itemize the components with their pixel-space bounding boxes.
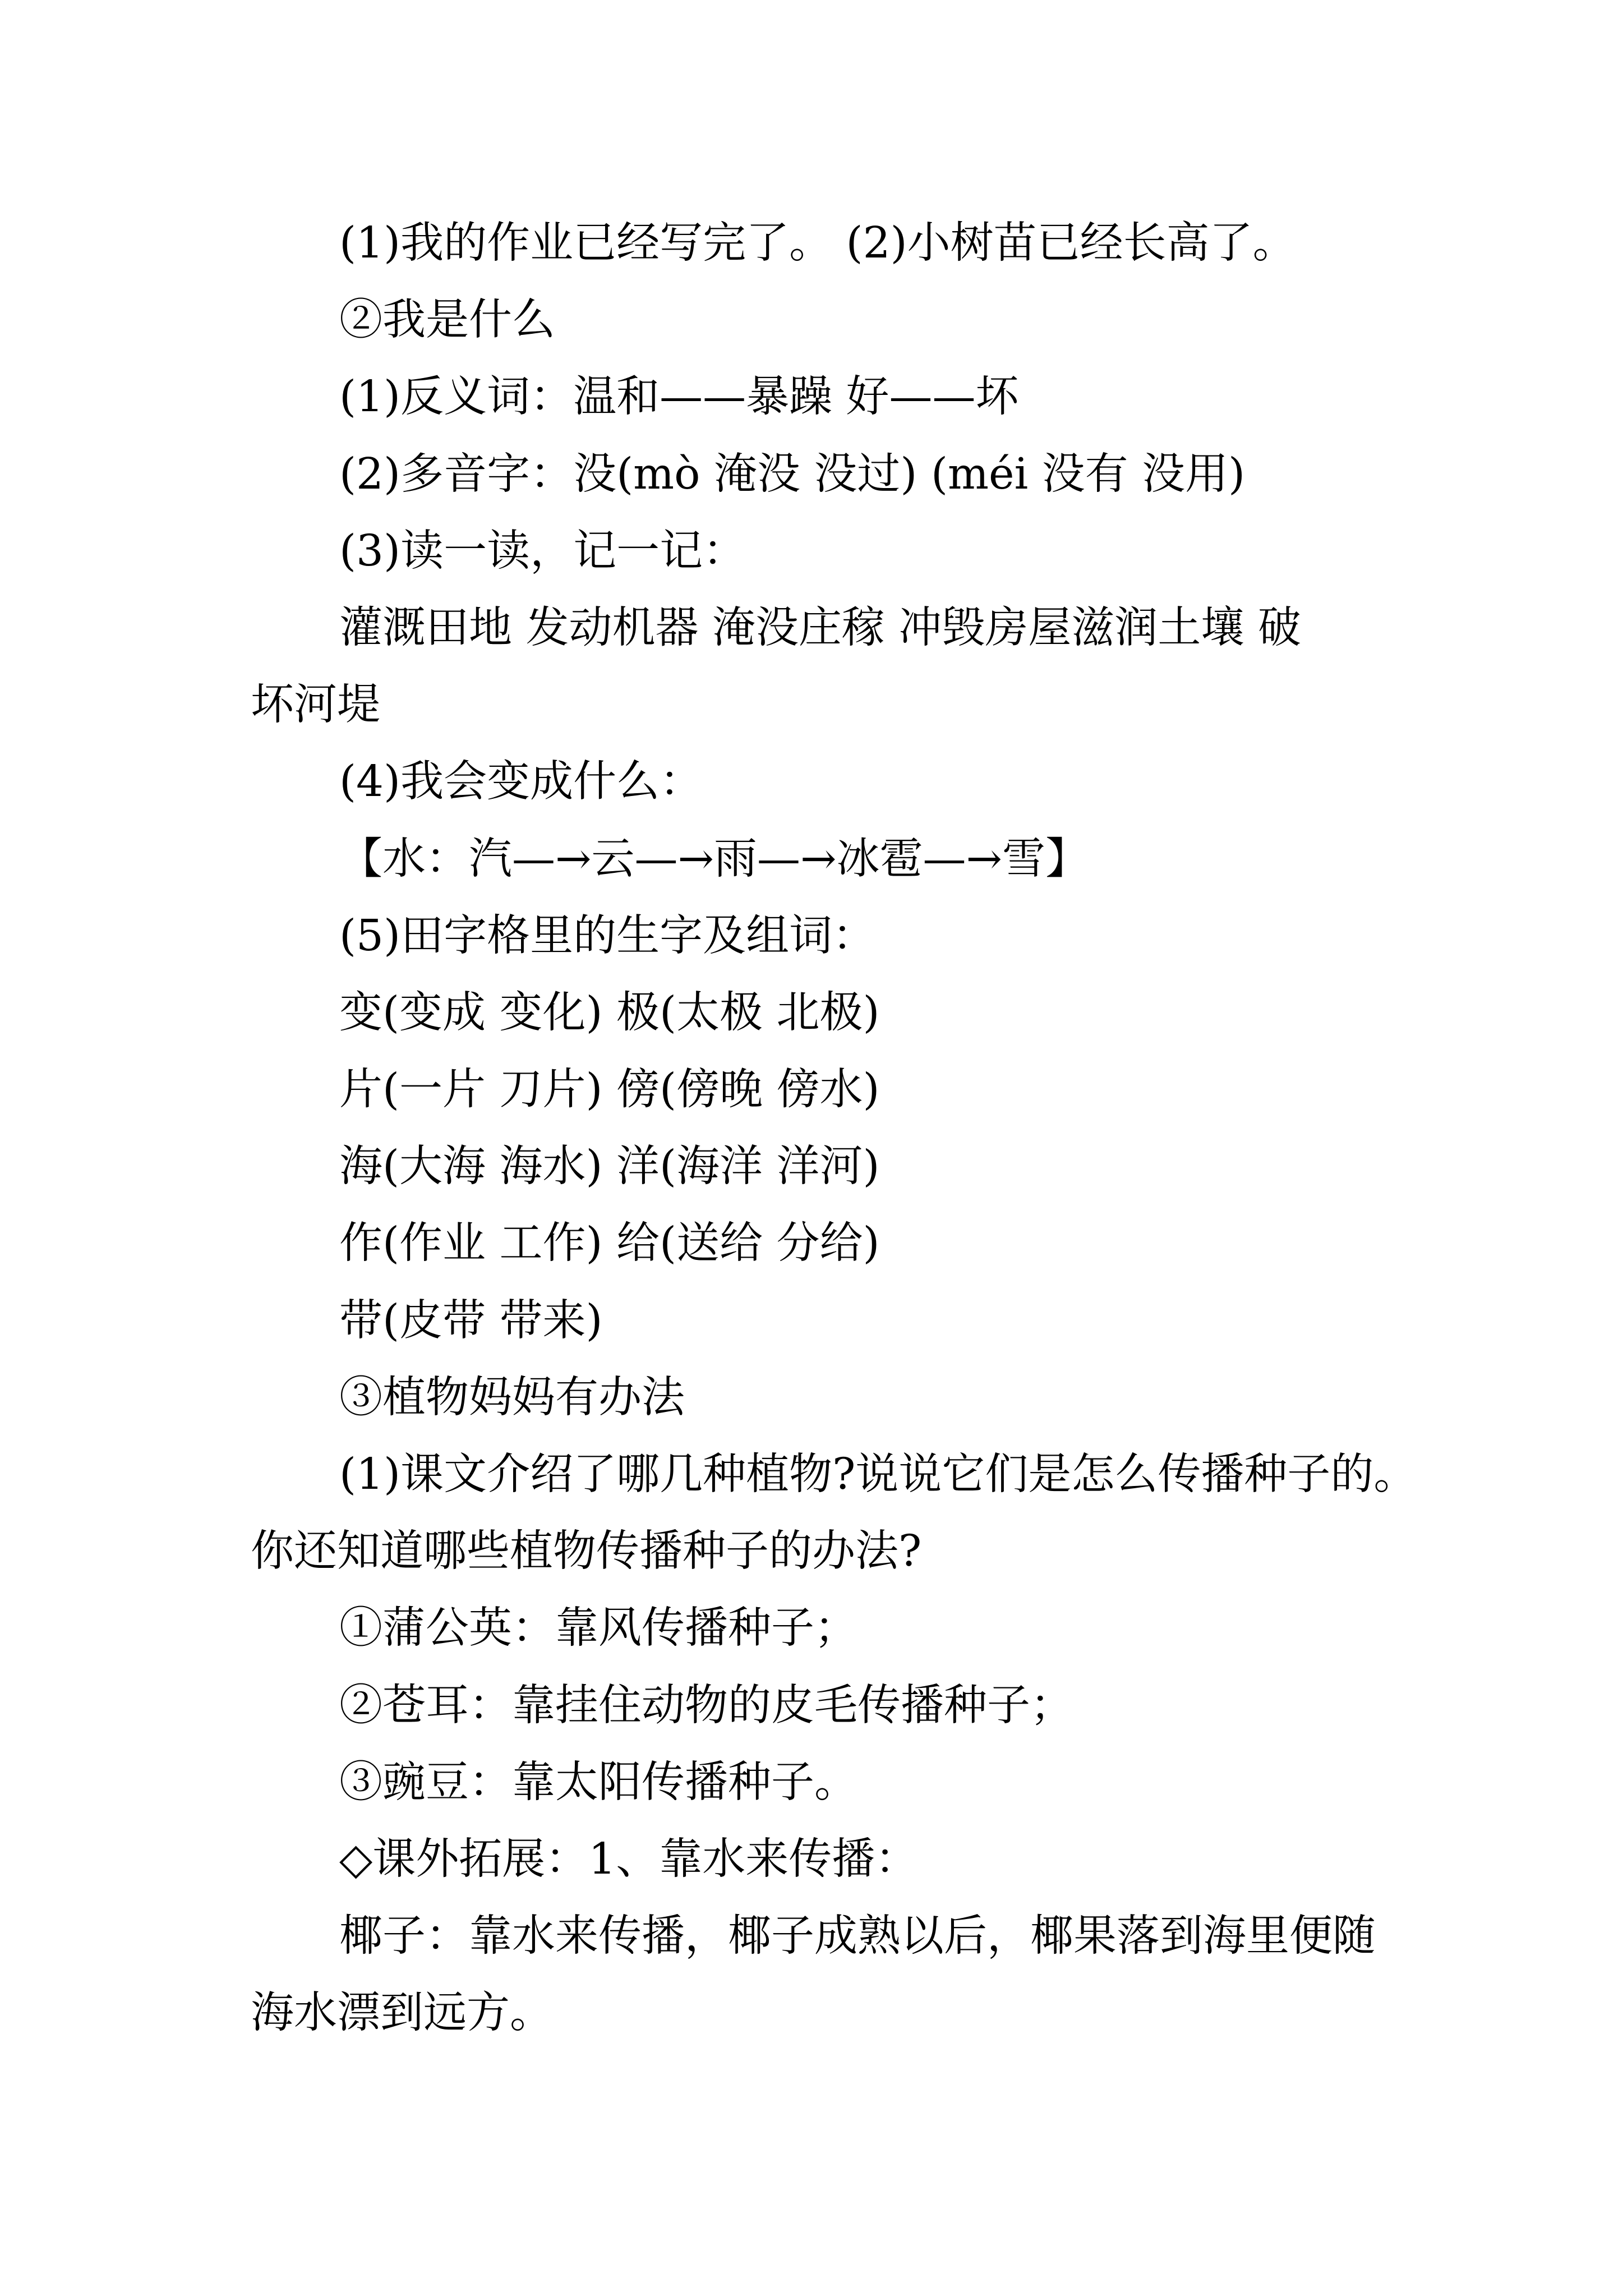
extension-label: ◇课外拓展：1、靠水来传播： — [339, 1834, 919, 1884]
read-remember-text-line: 灌溉田地 发动机器 淹没庄稼 冲毁房屋滋润土壤 破 — [339, 602, 1301, 653]
lesson-heading: ②我是什么 — [339, 295, 555, 346]
document-body — [251, 205, 1417, 2052]
extension-text-line: 椰子：靠水来传播，椰子成熟以后，椰果落到海里便随 — [339, 1911, 1376, 1962]
question-line: (1)课文介绍了哪几种植物?说说它们是怎么传播种子的。 — [339, 1450, 1417, 1499]
answer-item: ②苍耳：靠挂住动物的皮毛传播种子； — [339, 1680, 1073, 1731]
answer-item: ③豌豆：靠太阳传播种子。 — [339, 1757, 857, 1807]
vocab-line: 带(皮带 带来) — [339, 1295, 603, 1346]
answer-item: ①蒲公英：靠风传播种子； — [339, 1603, 857, 1654]
prior-answers-line: (1)我的作业已经写完了。 (2)小树苗已经长高了。 — [339, 218, 1296, 268]
lesson-3-section — [251, 1359, 1417, 2052]
vocab-line: 海(大海 海水) 洋(海洋 洋河) — [339, 1142, 880, 1192]
read-remember-text-line: 坏河堤 — [251, 680, 380, 730]
vocab-label: (5)田字格里的生字及组词： — [339, 910, 876, 961]
transform-label: (4)我会变成什么： — [339, 757, 703, 807]
vocab-line: 片(一片 刀片) 傍(傍晚 傍水) — [339, 1065, 880, 1115]
vocab-line: 变(变成 变化) 极(太极 北极) — [339, 987, 880, 1038]
vocab-line: 作(作业 工作) 给(送给 分给) — [339, 1218, 880, 1269]
lesson-heading: ③植物妈妈有办法 — [339, 1372, 685, 1423]
extension-text-line: 海水漂到远方。 — [251, 1988, 553, 2039]
prior-answers-section — [251, 205, 1412, 282]
water-cycle-chain: 【水：汽—→云—→雨—→冰雹—→雪】 — [339, 834, 1089, 884]
question-line: 你还知道哪些植物传播种子的办法? — [251, 1526, 922, 1577]
read-remember-label: (3)读一读，记一记： — [339, 526, 746, 576]
antonyms-line: (1)反义词：温和——暴躁 好——坏 — [339, 372, 1019, 422]
polyphones-line: (2)多音字：没(mò 淹没 没过) (méi 没有 没用) — [339, 449, 1246, 499]
lesson-2-section — [251, 282, 1412, 1359]
